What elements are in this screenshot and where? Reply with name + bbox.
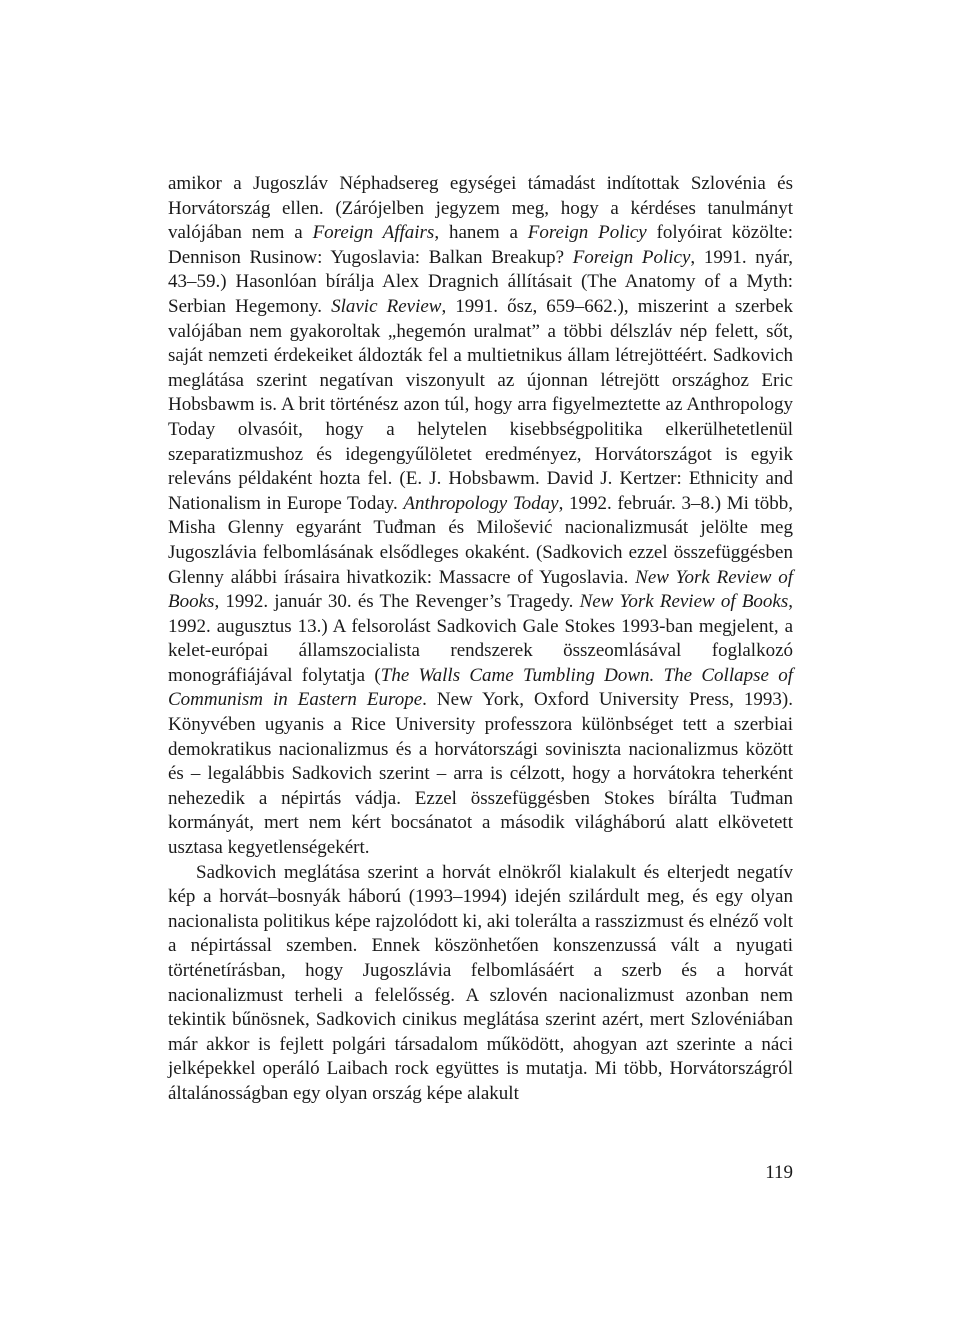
italic-text-run: Foreign Affairs — [312, 222, 435, 244]
paragraph-1 — [168, 172, 793, 861]
text-run: , 1991. ősz, 659–662.), miszerint a szerbek valójában nem gyakoroltak „hegemón uralmat” a többi délszláv nép felett, sőt, saját nemzeti érdekeiket áldozták fel a multietnikus állam létrejöttéért. Sadkovich meglátása szerint negatívan viszonyult az újonnan létrejött országhoz Eric Hobsbawm is. A brit történész azon túl, hogy arra figyelmeztette az Anthropology Today olvasóit, hogy a helytelen kisebbségpolitika elkerülhetetlenül szeparatizmushoz és idegengyűlöletet eredményez, Horvátországot is egyik releváns példaként hozta fel. (E. J. Hobsbawm. David J. Kertzer: Ethnicity and Nationalism in Europe Today. — [168, 295, 794, 514]
italic-text-run: Slavic Review — [331, 295, 442, 317]
italic-text-run: New York Review of Books — [168, 566, 793, 613]
text-run: . New York, Oxford University Press, 1993). Könyvében ugyanis a Rice University professzora különbséget tett a szerbiai demokratikus nacionalizmus és a horvátországi soviniszta nacionalizmus között és – legalábbis Sadkovich szerint – arra is célzott, hogy a horvátokra teherként nehezedik a népirtás vádja. Ezzel összefüggésben Stokes bírálta Tuđman kormányát, mert nem kért bocsánatot a második világháború alatt elkövetett usztasa kegyetlenségekért. — [168, 689, 793, 859]
text-run: amikor a Jugoszláv Néphadsereg egységei támadást indítottak Szlovénia és Horvátország ellen. (Zárójelben jegyzem meg, hogy a kérdéses tanulmányt valójában nem a — [168, 173, 793, 244]
page-body — [168, 172, 793, 1107]
text-run: , 1992. február. 3–8.) Mi több, Misha Glenny egyaránt Tuđman és Milošević nacionalizmusát jelölte meg Jugoszlávia felbomlásának elsődleges okaként. (Sadkovich ezzel összefüggésben Glenny alábbi írásaira hivatkozik: Massacre of Yugoslavia. — [168, 492, 794, 588]
text-run: Sadkovich meglátása szerint a horvát elnökről kialakult és elterjedt negatív kép a horvát–bosnyák háború (1993–1994) idején szilárdult meg, és egy olyan nacionalista politikus képe rajzolódott ki, aki tolerálta a rasszizmust és elnéző volt a népirtással szemben. Ennek köszönhetően konszenzussá vált a nyugati történetírásban, hogy Jugoszlávia felbomlásáért a szerb és a horvát nacionalizmust terheli a felelősség. A szlovén nacionalizmust azonban nem tekintik bűnösnek, Sadkovich cinikus meglátása szerint azért, mert Szlovéniában már akkor is fejlett polgári társadalom működött, ahogyan azt szerinte a náci jelképekkel operáló Laibach rock együttes is mutatja. Mi több, Horvátországról általánosságban egy olyan ország képe alakult — [168, 861, 793, 1104]
italic-text-run: Foreign Policy — [572, 246, 691, 268]
italic-text-run: Anthropology Today — [403, 492, 559, 514]
italic-text-run: Foreign Policy — [527, 222, 647, 244]
text-run: folyóirat közölte: Dennison Rusinow: Yugoslavia: Balkan Breakup? — [168, 222, 793, 268]
paragraph-2 — [168, 861, 793, 1107]
italic-text-run: New York Review of Books — [579, 591, 789, 613]
text-run: , 1991. nyár, 43–59.) Hasonlóan bírálja Alex Dragnich állításait (The Anatomy of a Myth: Serbian Hegemony. — [168, 246, 794, 317]
text-run: , hanem a — [434, 222, 528, 244]
page-number: 119 — [765, 1162, 793, 1183]
text-run: , 1992. augusztus 13.) A felsorolást Sadkovich Gale Stokes 1993-ban megjelent, a kelet-európai államszocialista rendszerek összeomlásával foglalkozó monográfiájával folytatja ( — [168, 591, 794, 686]
italic-text-run: The Walls Came Tumbling Down. The Collapse of Communism in Eastern Europe — [168, 664, 794, 711]
text-run: , 1992. január 30. és The Revenger’s Tragedy. — [214, 591, 580, 613]
